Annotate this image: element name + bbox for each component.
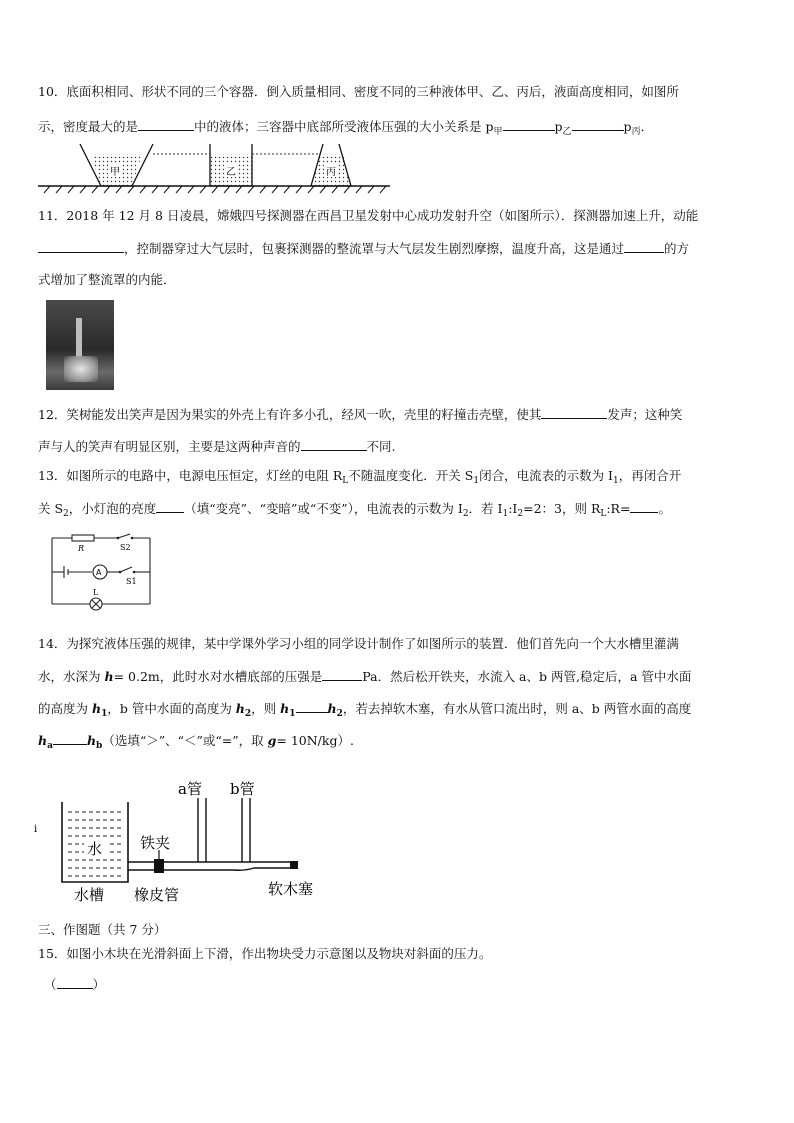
q14-t3a: 的高度为 bbox=[38, 701, 92, 716]
q14-t2a: 水，水深为 bbox=[38, 669, 105, 684]
q13-t2e: :I bbox=[508, 501, 518, 516]
q11-text1: 11．2018 年 12 月 8 日凌晨，嫦娥四号探测器在西昌卫星发射中心成功发射升空（如图所示）．探测器加速上升，动能 bbox=[38, 208, 699, 223]
q14-h1b: h bbox=[280, 701, 290, 716]
q11-text3: 式增加了整流罩的内能． bbox=[38, 272, 176, 287]
q14-t1: 14．为探究液体压强的规律，某中学课外学习小组的同学设计制作了如图所示的装置．他们首先向一个大水槽里灌满 bbox=[38, 636, 679, 651]
q14-line3 bbox=[38, 700, 691, 722]
q14-line1 bbox=[38, 636, 679, 652]
q10-text2b: 中的液体；三容器中底部所受液体压强的大小关系是 p bbox=[194, 119, 494, 134]
q12-blank-vibration[interactable] bbox=[541, 406, 607, 419]
q13-t2h: 。 bbox=[658, 501, 671, 516]
q10-text2c: p bbox=[623, 119, 632, 134]
q14-t4a: （选填“＞”、“＜”或“=”，取 bbox=[102, 733, 268, 748]
q10-text2end: ． bbox=[640, 119, 654, 134]
q10-blank-densest[interactable] bbox=[138, 118, 194, 131]
svg-text:i: i bbox=[34, 824, 38, 835]
q14-label-tank: 水槽 bbox=[74, 886, 105, 904]
q13-t2c: （填“变亮”、“变暗”或“不变”），电流表的示数为 I bbox=[184, 501, 463, 516]
q14-label-cork: 软木塞 bbox=[268, 880, 314, 898]
q14-t4b: = 10N/kg）. bbox=[276, 733, 354, 748]
q13-sub-RL: L bbox=[600, 509, 607, 519]
q10-containers-figure bbox=[38, 140, 398, 195]
q11-text2c: 的方 bbox=[664, 241, 690, 256]
q14-subb: b bbox=[96, 741, 103, 751]
q11-text2b: ，控制器穿过大气层时，包裹探测器的整流罩与大气层发生剧烈摩擦，温度升高，这是通过 bbox=[124, 241, 625, 256]
q13-sub-L: L bbox=[342, 476, 349, 486]
q13-label-R: R bbox=[78, 544, 85, 553]
section3-title-text: 三、作图题（共 7 分） bbox=[38, 922, 167, 937]
q13-t1c: 闭合，电流表的示数为 I bbox=[479, 468, 613, 483]
q14-g: g bbox=[267, 733, 277, 748]
q11-line2 bbox=[38, 240, 689, 257]
q15-line1 bbox=[38, 946, 491, 962]
q15-line2 bbox=[44, 976, 105, 993]
q13-blank-brightness[interactable] bbox=[156, 500, 184, 513]
q12-text1b: 发声；这种笑 bbox=[607, 407, 683, 422]
q14-apparatus-figure bbox=[34, 776, 354, 906]
q15-t1: 15．如图小木块在光滑斜面上下滑，作出物块受力示意图以及物块对斜面的压力。 bbox=[38, 946, 492, 961]
q15-paren-open: （ bbox=[44, 977, 57, 992]
q12-line2 bbox=[38, 438, 396, 455]
q14-h2: h bbox=[235, 701, 245, 716]
q15-paren-close: ） bbox=[92, 977, 106, 992]
q14-sub1b: 1 bbox=[289, 709, 296, 719]
q11-blank-method[interactable] bbox=[624, 240, 664, 253]
q10-text1: 10．底面积相同、形状不同的三个容器．倒入质量相同、密度不同的三种液体甲、乙、丙后，液面高度相同，如图所 bbox=[38, 84, 679, 99]
q10-sub-jia: 甲 bbox=[493, 127, 503, 137]
q14-t2b: = 0.2m，此时水对水槽底部的压强是 bbox=[113, 669, 323, 684]
q13-sub-I2: 2 bbox=[462, 509, 469, 519]
q13-t2g: :R= bbox=[606, 501, 631, 516]
q13-t2d: ．若 I bbox=[468, 501, 503, 516]
q14-label-rubber-tube: 橡皮管 bbox=[134, 886, 180, 904]
q13-t1b: 不随温度变化．开关 S bbox=[348, 468, 474, 483]
q14-hb: h bbox=[86, 733, 97, 748]
q13-line2 bbox=[38, 500, 671, 522]
q10-label-yi: 乙 bbox=[226, 167, 236, 178]
section3-title bbox=[38, 922, 166, 938]
q13-line1 bbox=[38, 468, 681, 489]
q15-answer-blank[interactable] bbox=[57, 976, 93, 989]
rocket-icon bbox=[76, 318, 82, 358]
q14-line2 bbox=[38, 668, 691, 685]
q12-text2b: 不同. bbox=[366, 439, 396, 454]
q13-t2a: 关 S bbox=[38, 501, 64, 516]
q14-blank-h1-h2[interactable] bbox=[296, 700, 328, 713]
q14-t3b: ，b 管中水面的高度为 bbox=[107, 701, 236, 716]
q14-label-a-tube: a管 bbox=[178, 780, 202, 798]
q14-sub2b: 2 bbox=[336, 709, 343, 719]
q14-label-b-tube: b管 bbox=[230, 780, 255, 798]
q13-t2f: =2：3，则 R bbox=[523, 501, 601, 516]
q10-blank-jia-yi[interactable] bbox=[503, 118, 555, 131]
q13-label-L: L bbox=[93, 588, 99, 597]
q13-sub-r1: 1 bbox=[502, 509, 509, 519]
q11-line1 bbox=[38, 208, 698, 224]
q12-line1 bbox=[38, 406, 682, 423]
q14-blank-ha-hb[interactable] bbox=[53, 732, 87, 745]
q13-label-S2: S2 bbox=[120, 543, 131, 552]
q14-t3c: ，则 bbox=[251, 701, 281, 716]
q10-line2 bbox=[38, 118, 653, 140]
q10-sub-bing: 丙 bbox=[631, 127, 641, 137]
q14-suba: a bbox=[47, 741, 53, 751]
q13-sub-r2: 2 bbox=[517, 509, 524, 519]
smoke-plume bbox=[64, 356, 98, 382]
q14-sub2: 2 bbox=[244, 709, 252, 719]
q13-t2b: ，小灯泡的亮度 bbox=[68, 501, 157, 516]
q10-blank-yi-bing[interactable] bbox=[572, 118, 624, 131]
q14-ha: h bbox=[38, 733, 48, 748]
q10-line1 bbox=[38, 84, 679, 100]
q10-sub-yi: 乙 bbox=[562, 127, 572, 137]
q14-h1: h bbox=[91, 701, 102, 716]
q13-sub-I1: 1 bbox=[612, 476, 619, 486]
q12-blank-timbre[interactable] bbox=[301, 438, 367, 451]
q14-h2b: h bbox=[327, 701, 337, 716]
q13-sub-1: 1 bbox=[473, 476, 480, 486]
q12-text2a: 声与人的笑声有明显区别，主要是这两种声音的 bbox=[38, 439, 301, 454]
q13-label-A: A bbox=[96, 568, 102, 577]
q14-blank-pressure[interactable] bbox=[322, 668, 362, 681]
q13-sub-s2: 2 bbox=[63, 509, 69, 519]
q13-t1a: 13．如图所示的电路中，电源电压恒定，灯丝的电阻 R bbox=[38, 468, 343, 483]
q14-label-clip: 铁夹 bbox=[140, 834, 171, 852]
q14-t3d: ，若去掉软木塞，有水从管口流出时，则 a、b 两管水面的高度 bbox=[342, 701, 692, 716]
q12-text1a: 12．笑树能发出笑声是因为果实的外壳上有许多小孔，经风一吹，壳里的籽撞击壳壁，使其 bbox=[38, 407, 542, 422]
q14-sub1: 1 bbox=[101, 709, 108, 719]
q14-line4 bbox=[38, 732, 354, 754]
rocket-launch-photo bbox=[46, 300, 114, 390]
q14-label-water: 水 bbox=[87, 840, 103, 858]
q13-circuit-diagram bbox=[48, 530, 158, 612]
q10-text2a: 示，密度最大的是 bbox=[38, 119, 139, 134]
q11-line3 bbox=[38, 272, 176, 288]
q14-h: h bbox=[104, 669, 114, 684]
q13-t1d: ，再闭合开 bbox=[618, 468, 682, 483]
q10-p2: p bbox=[554, 119, 563, 134]
q14-t2c: Pa．然后松开铁夹，水流入 a、b 两管,稳定后，a 管中水面 bbox=[362, 669, 692, 684]
q10-label-jia: 甲 bbox=[110, 167, 120, 178]
q10-label-bing: 丙 bbox=[326, 167, 336, 178]
q13-label-S1: S1 bbox=[126, 577, 137, 586]
q11-blank-kinetic[interactable] bbox=[38, 240, 124, 253]
q13-blank-ratio[interactable] bbox=[630, 500, 658, 513]
